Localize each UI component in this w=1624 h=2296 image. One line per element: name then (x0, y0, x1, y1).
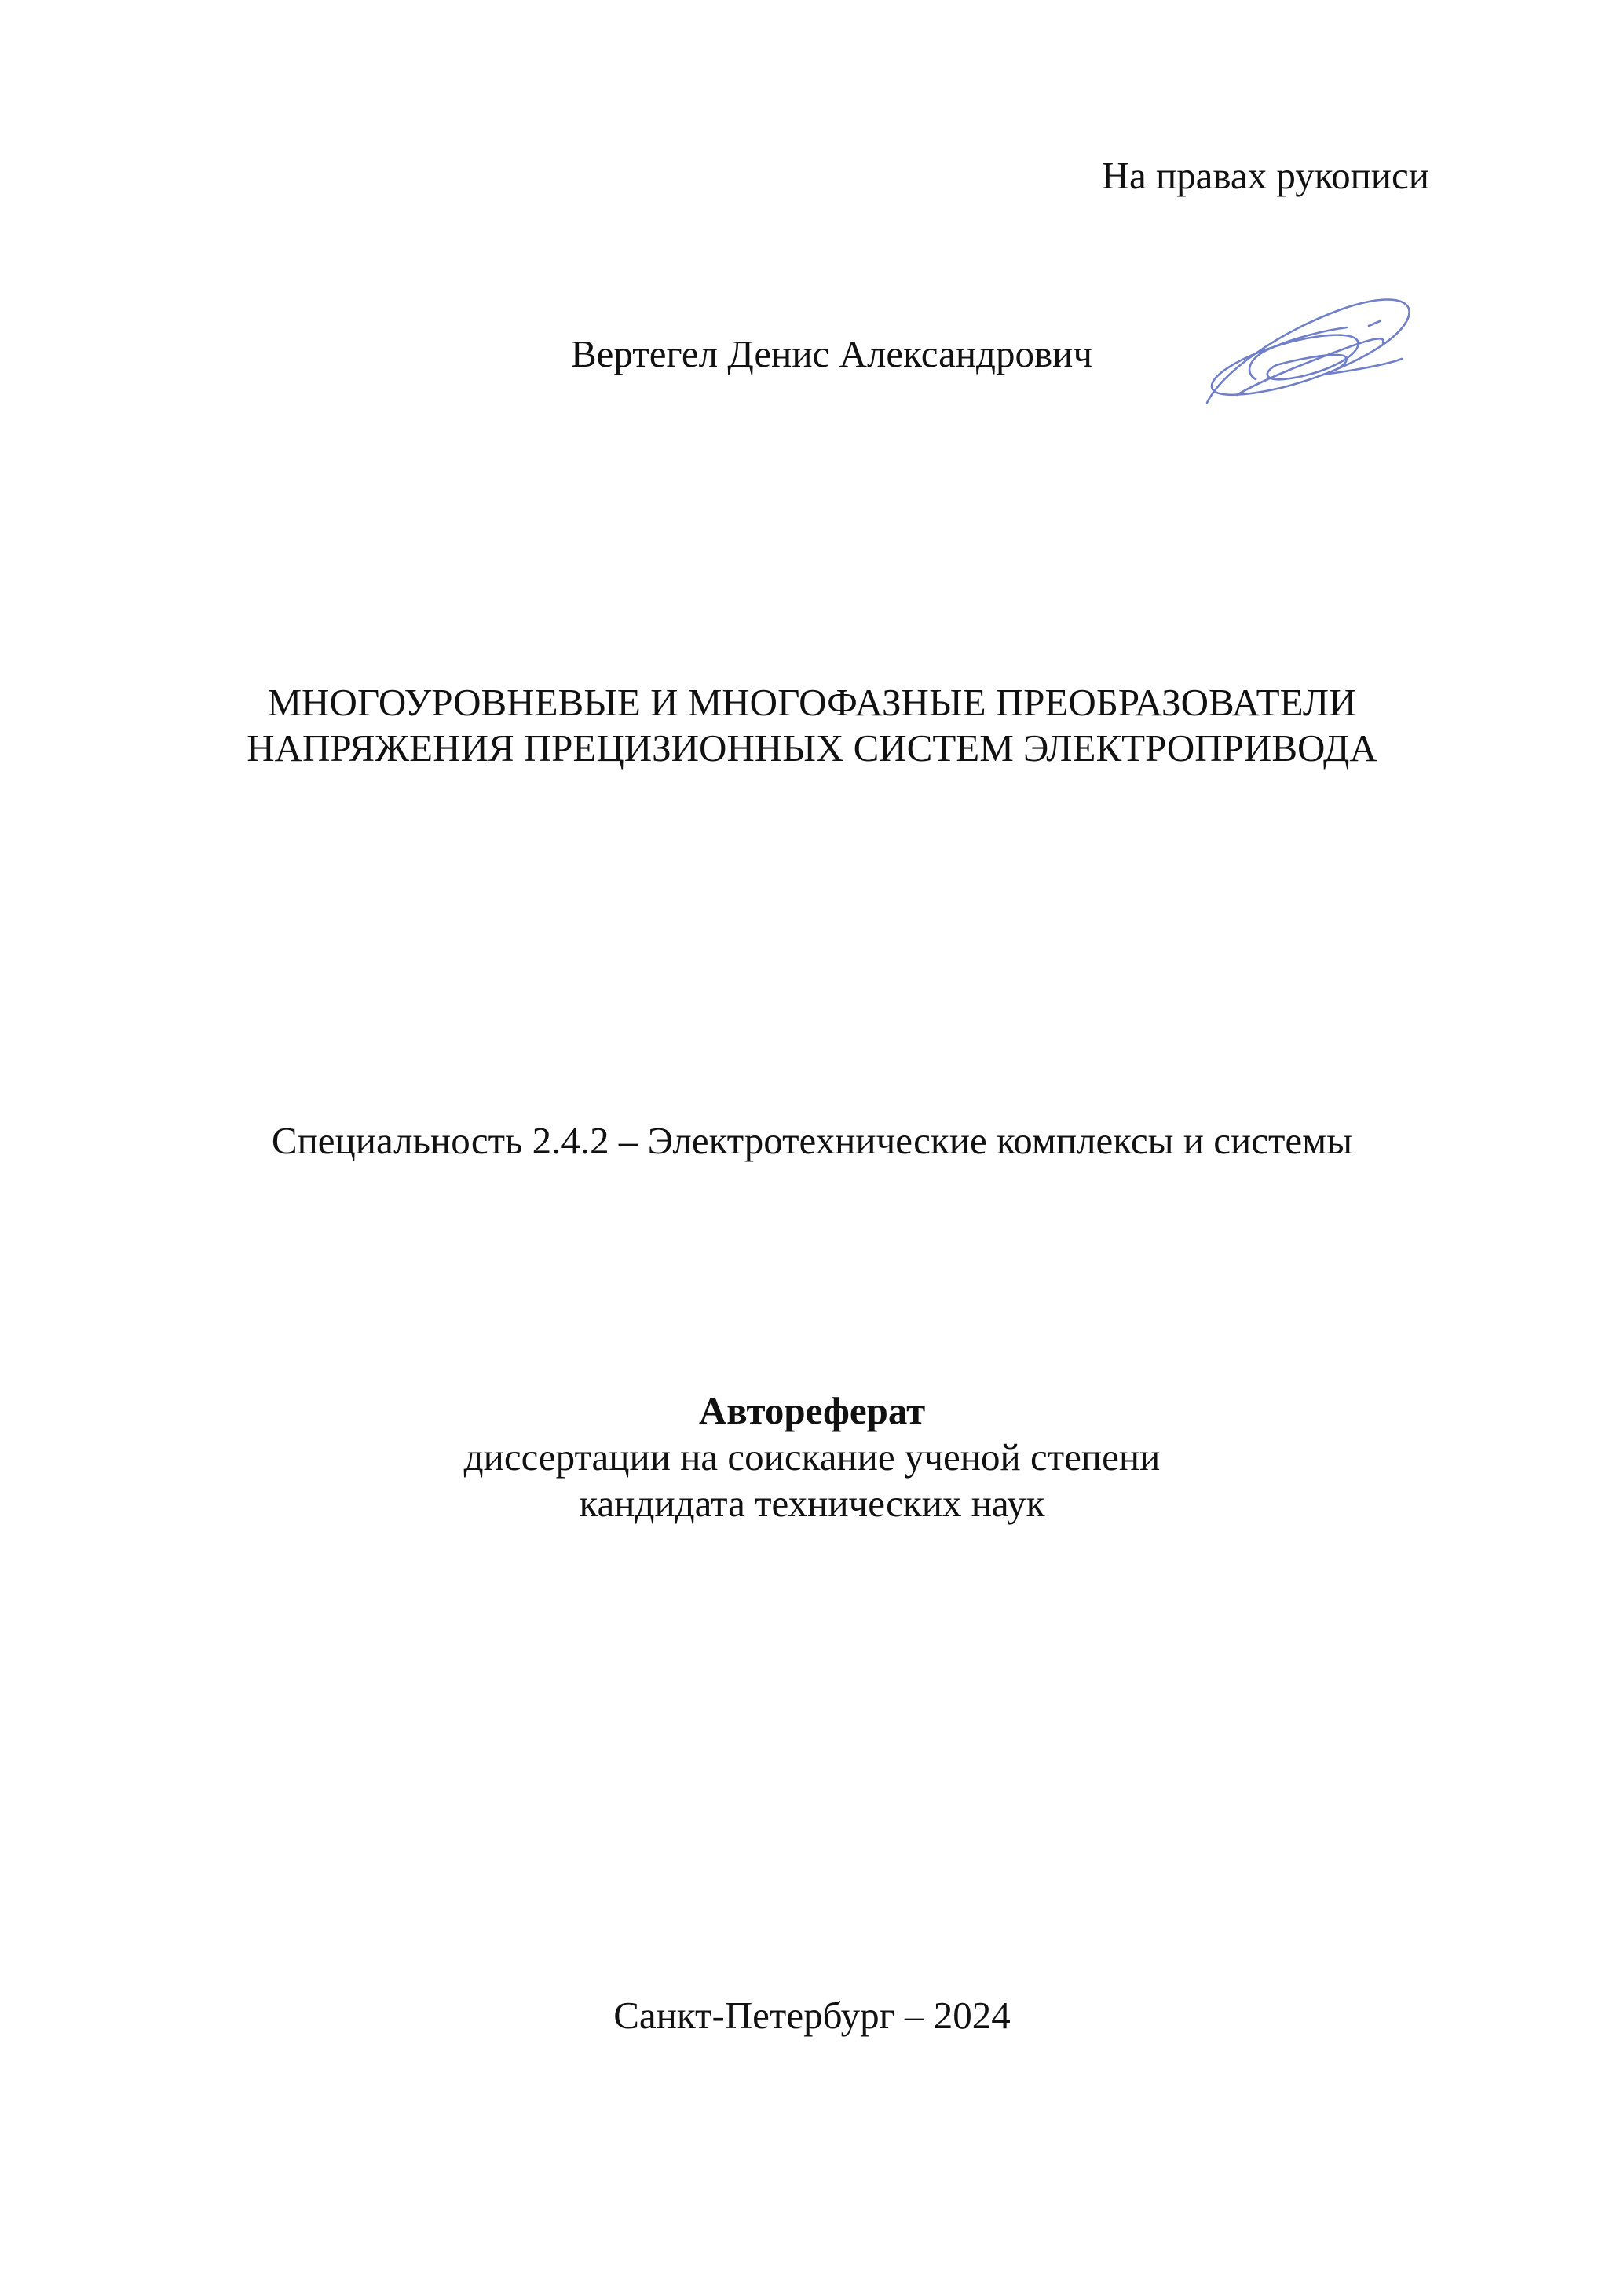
title-line-2: НАПРЯЖЕНИЯ ПРЕЦИЗИОННЫХ СИСТЕМ ЭЛЕКТРОПРИВОДА (247, 726, 1377, 770)
signature-icon (1190, 287, 1417, 412)
author-name: Вертегел Денис Александрович (571, 332, 1092, 375)
specialty-line: Специальность 2.4.2 – Электротехнические комплексы и системы (271, 1119, 1353, 1162)
dissertation-title (0, 680, 1624, 771)
title-line-1: МНОГОУРОВНЕВЫЕ И МНОГОФАЗНЫЕ ПРЕОБРАЗОВАТЕЛИ (267, 681, 1357, 724)
abstract-line-2: кандидата технических наук (579, 1482, 1045, 1525)
abstract-heading: Автореферат (698, 1389, 926, 1432)
abstract-line-1: диссертации на соискание ученой степени (463, 1435, 1161, 1479)
city-year: Санкт-Петербург – 2024 (613, 1994, 1011, 2037)
manuscript-note: На правах рукописи (1101, 154, 1429, 197)
abstract-block (0, 1387, 1624, 1526)
